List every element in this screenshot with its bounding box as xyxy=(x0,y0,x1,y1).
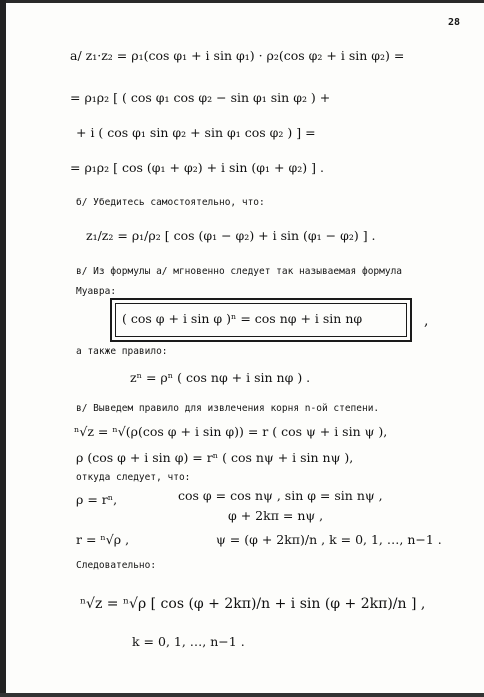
part-v-intro-2: Муавра: xyxy=(76,286,117,297)
final-root-formula: ⁿ√z = ⁿ√ρ [ cos (φ + 2kπ)/n + i sin (φ + 2kπ)/n ] , xyxy=(80,596,426,612)
scan-edge-top xyxy=(0,0,484,3)
part-v-intro-1: в/ Из формулы а/ мгновенно следует так называемая формула xyxy=(76,266,403,277)
root-derivation-line-2: ρ (cos φ + i sin φ) = rⁿ ( cos nψ + i sin nψ ), xyxy=(76,450,354,465)
hence-text: откуда следует, что: xyxy=(76,472,191,483)
power-rule-formula: zⁿ = ρⁿ ( cos nφ + i sin nφ ) . xyxy=(130,370,311,385)
root-derivation-line-1: ⁿ√z = ⁿ√(ρ(cos φ + i sin φ)) = r ( cos ψ + i sin ψ ), xyxy=(74,424,388,439)
moivre-formula-box xyxy=(110,298,412,342)
condition-phase: φ + 2kπ = nψ , xyxy=(228,508,324,523)
condition-psi: ψ = (φ + 2kπ)/n , k = 0, 1, …, n−1 . xyxy=(216,532,442,547)
page-number: 28 xyxy=(448,17,461,28)
also-rule-text: а также правило: xyxy=(76,346,168,357)
therefore-text: Следовательно: xyxy=(76,560,157,571)
condition-cos-sin: cos φ = cos nψ , sin φ = sin nψ , xyxy=(178,488,383,503)
moivre-formula: ( cos φ + i sin φ )ⁿ = cos nφ + i sin nφ xyxy=(122,311,363,326)
part-a-line-1: а/ z₁·z₂ = ρ₁(cos φ₁ + i sin φ₁) · ρ₂(cos φ₂ + i sin φ₂) = xyxy=(70,48,405,63)
scan-edge-bottom xyxy=(0,693,484,697)
root-rule-intro: в/ Выведем правило для извлечения корня n-ой степени. xyxy=(76,403,380,414)
scan-edge-left xyxy=(0,0,6,697)
part-a-line-3: + i ( cos φ₁ sin φ₂ + sin φ₁ cos φ₂ ) ] = xyxy=(76,125,316,140)
part-b-formula: z₁/z₂ = ρ₁/ρ₂ [ cos (φ₁ − φ₂) + i sin (φ₁ − φ₂) ] . xyxy=(86,228,376,243)
part-b-intro: б/ Убедитесь самостоятельно, что: xyxy=(76,197,265,208)
part-a-line-2: = ρ₁ρ₂ [ ( cos φ₁ cos φ₂ − sin φ₁ sin φ₂ ) + xyxy=(70,90,331,105)
final-k-range: k = 0, 1, …, n−1 . xyxy=(132,634,245,649)
part-a-line-4: = ρ₁ρ₂ [ cos (φ₁ + φ₂) + i sin (φ₁ + φ₂) ] . xyxy=(70,160,324,175)
condition-rho: ρ = rⁿ, xyxy=(76,492,118,507)
moivre-comma: , xyxy=(424,313,429,329)
condition-r: r = ⁿ√ρ , xyxy=(76,532,130,547)
